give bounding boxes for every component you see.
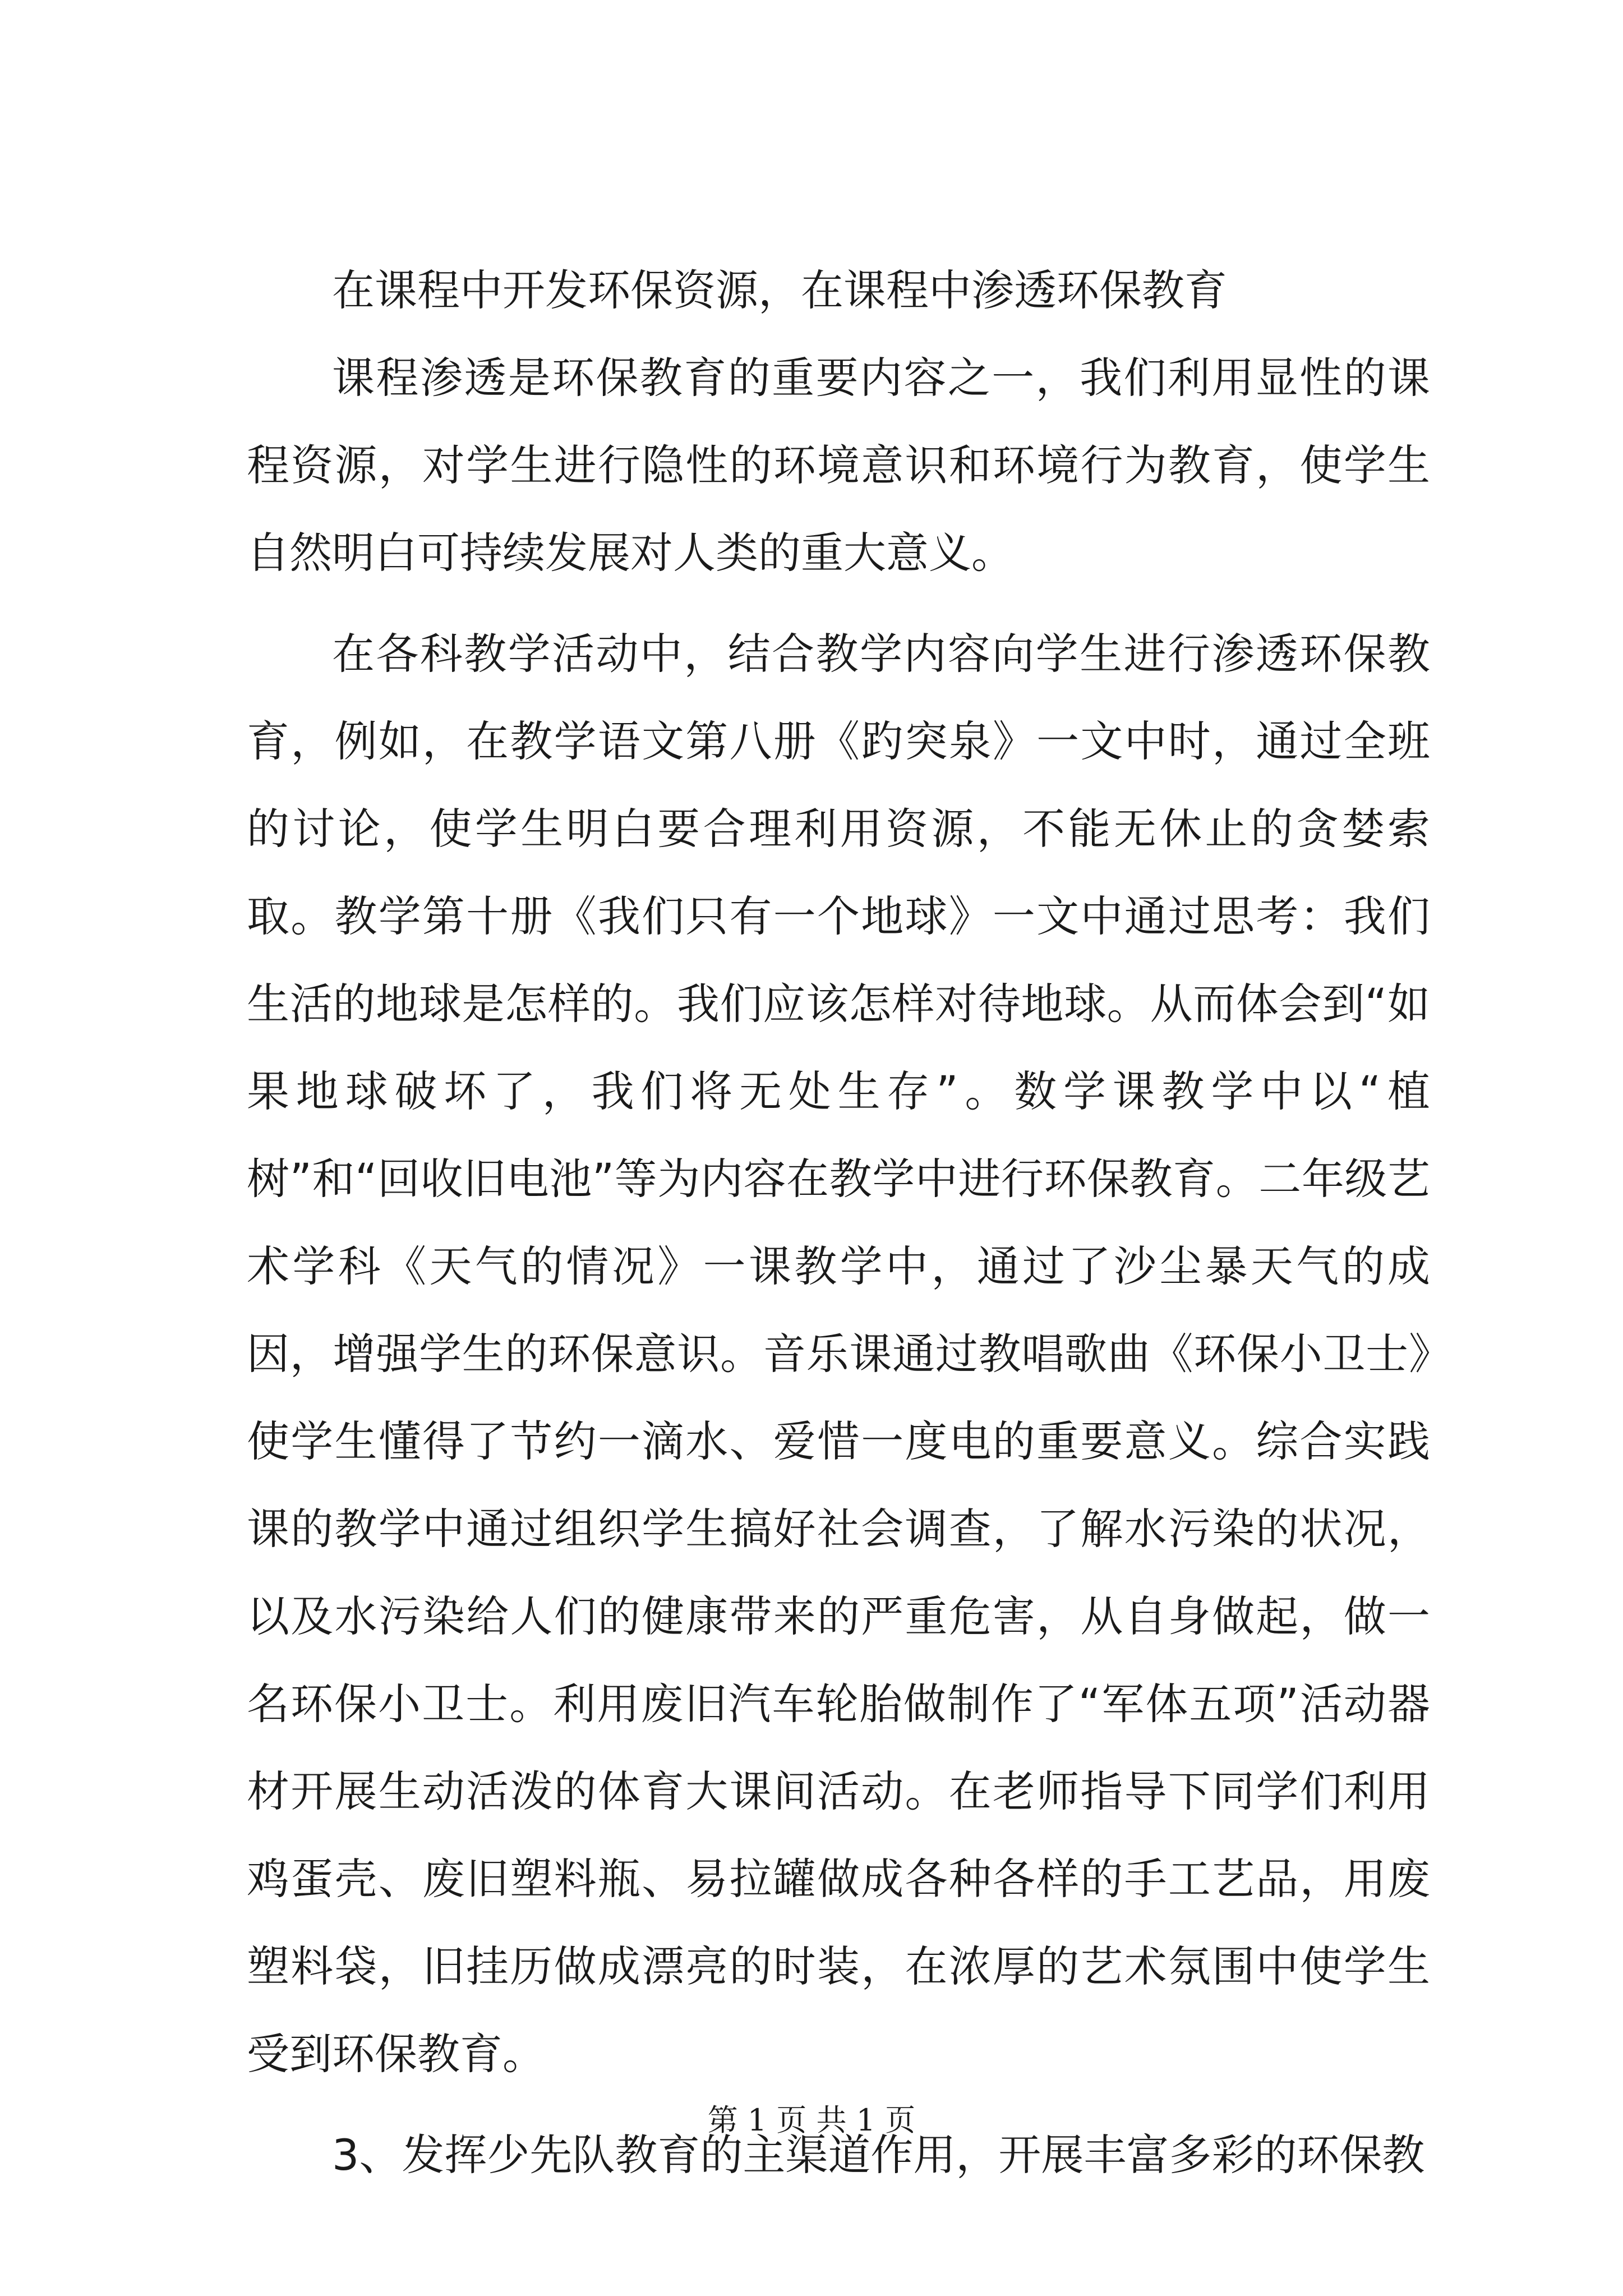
document-body xyxy=(247,247,1430,2199)
page-footer: 第 1 页 共 1 页 xyxy=(707,2102,916,2138)
paragraph-subjects: 在各科教学活动中，结合教学内容向学生进行渗透环保教育，例如，在教学语文第八册《趵突泉》一文中时，通过全班的讨论，使学生明白要合理利用资源，不能无休止的贪婪索取。教学第十册《我们只有一个地球》一文中通过思考：我们生活的地球是怎样的。我们应该怎样对待地球。从而体会到“如果地球破坏了，我们将无处生存”。数学课教学中以“植树”和“回收旧电池”等为内容在教学中进行环保教育。二年级艺术学科《天气的情况》一课教学中，通过了沙尘暴天气的成因，增强学生的环保意识。音乐课通过教唱歌曲《环保小卫士》使学生懂得了节约一滴水、爱惜一度电的重要意义。综合实践课的教学中通过组织学生搞好社会调查，了解水污染的状况，以及水污染给人们的健康带来的严重危害，从自身做起，做一名环保小卫士。利用废旧汽车轮胎做制作了“军体五项”活动器材开展生动活泼的体育大课间活动。在老师指导下同学们利用鸡蛋壳、废旧塑料瓶、易拉罐做成各种各样的手工艺品，用废塑料袋，旧挂历做成漂亮的时装，在浓厚的艺术氛围中使学生受到环保教育。 xyxy=(247,629,1430,2079)
section-heading: 在课程中开发环保资源，在课程中渗透环保教育 xyxy=(332,265,1227,315)
paragraph-pioneers: 3、发挥少先队教育的主渠道作用，开展丰富多彩的环保教 xyxy=(332,2130,1425,2180)
paragraph-curriculum: 课程渗透是环保教育的重要内容之一，我们利用显性的课程资源，对学生进行隐性的环境意识和环境行为教育，使学生自然明白可持续发展对人类的重大意义。 xyxy=(247,353,1430,578)
